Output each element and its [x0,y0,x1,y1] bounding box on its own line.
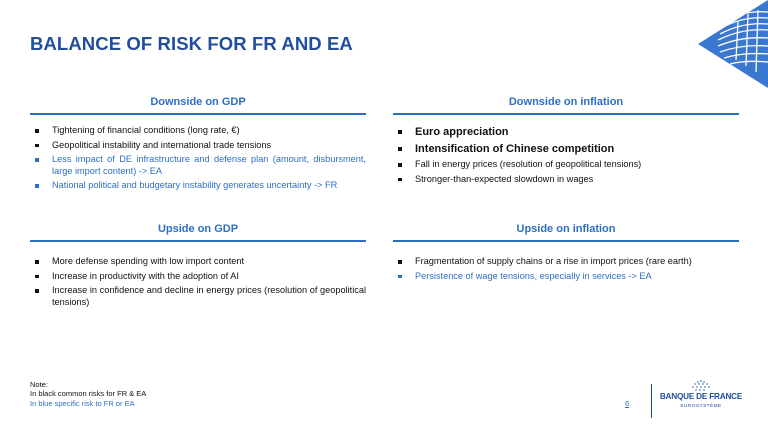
corner-decoration-icon [698,0,768,88]
list-item: Persistence of wage tensions, especially in services -> EA [393,271,739,283]
downside-gdp-panel [30,96,366,195]
logo-emblem-icon [684,380,718,392]
panel-heading: Downside on GDP [30,96,366,115]
page-title: BALANCE OF RISK FOR FR AND EA [30,33,353,54]
downside-inflation-panel [393,96,739,188]
list-item: Less impact of DE infrastructure and defense plan (amount, disbursment, large import content) -> EA [30,154,366,177]
list-item: Euro appreciation [393,125,739,139]
note-label: Note: [30,380,48,389]
panel-heading: Upside on inflation [393,223,739,242]
note-specific-risks: In blue specific risk to FR or EA [30,398,135,408]
risk-list [393,125,739,185]
risk-list [30,125,366,192]
list-item: Fragmentation of supply chains or a rise in import prices (rare earth) [393,256,739,268]
list-item: Intensification of Chinese competition [393,142,739,156]
list-item: National political and budgetary instability generates uncertainty -> FR [30,180,366,192]
logo-name: BANQUE DE FRANCE [659,392,743,401]
list-item: Increase in confidence and decline in energy prices (resolution of geopolitical tensions) [30,285,366,308]
footer-divider [651,384,652,418]
list-item: More defense spending with low import content [30,256,366,268]
panel-heading: Downside on inflation [393,96,739,115]
list-item: Stronger-than-expected slowdown in wages [393,174,739,186]
page-number[interactable]: 6 [625,399,630,408]
risk-list [30,256,366,308]
legend-note [30,380,146,408]
list-item: Tightening of financial conditions (long rate, €) [30,125,366,137]
banque-de-france-logo [656,380,746,424]
list-item: Geopolitical instability and international trade tensions [30,140,366,152]
list-item: Fall in energy prices (resolution of geopolitical tensions) [393,159,739,171]
logo-subtitle: EUROSYSTÈME [680,404,722,409]
list-item: Increase in productivity with the adoption of AI [30,271,366,283]
risk-list [393,256,739,282]
upside-inflation-panel [393,223,739,285]
upside-gdp-panel [30,223,366,311]
note-common-risks: In black common risks for FR & EA [30,389,147,399]
panel-heading: Upside on GDP [30,223,366,242]
